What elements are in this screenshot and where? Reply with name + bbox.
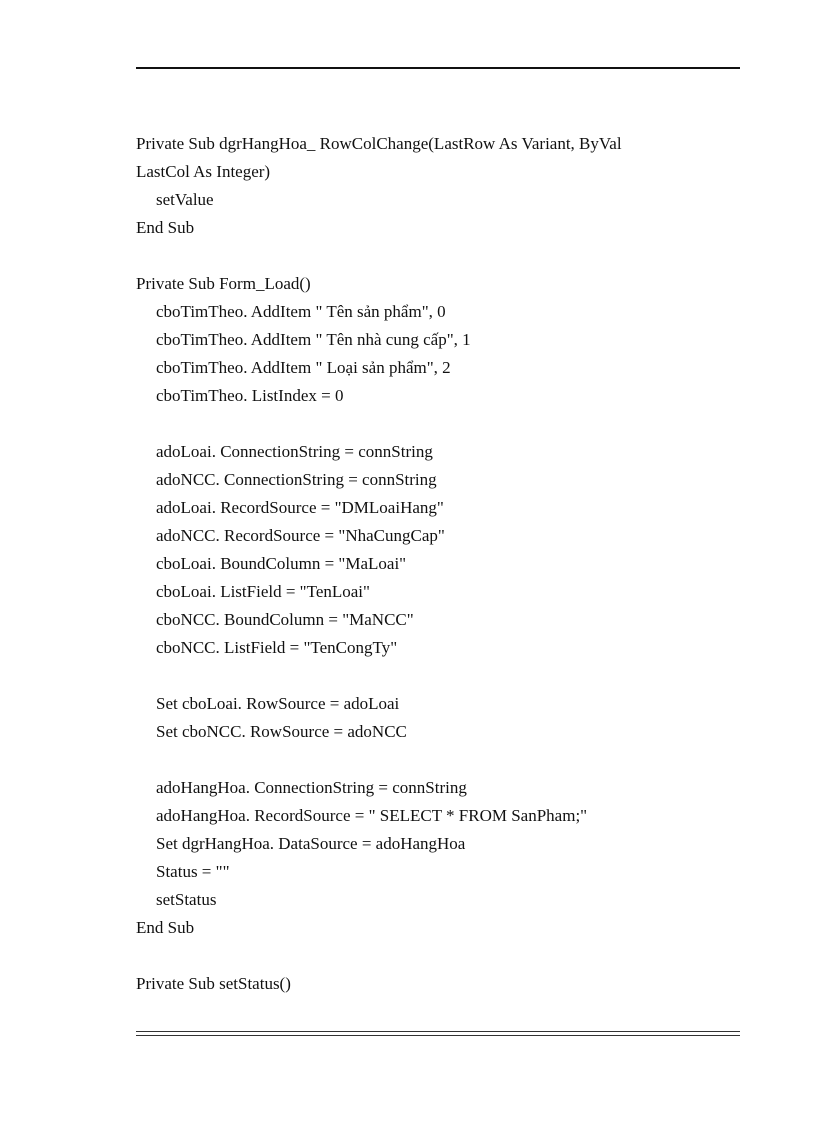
code-line: adoHangHoa. ConnectionString = connString [156, 778, 467, 797]
blank-line [136, 746, 740, 774]
code-line: adoLoai. RecordSource = "DMLoaiHang" [156, 498, 444, 517]
code-line: cboLoai. BoundColumn = "MaLoai" [156, 554, 407, 573]
code-line: End Sub [136, 918, 195, 937]
code-line: adoNCC. RecordSource = "NhaCungCap" [156, 526, 445, 545]
blank-line [136, 662, 740, 690]
header-rule [136, 67, 740, 69]
code-line: adoLoai. ConnectionString = connString [156, 442, 433, 461]
footer-double-rule [136, 1031, 740, 1036]
code-line: Private Sub dgrHangHoa_ RowColChange(LastRow As Variant, ByVal [136, 134, 622, 153]
blank-line [136, 242, 740, 270]
code-line: cboLoai. ListField = "TenLoai" [156, 582, 370, 601]
code-line: Set cboLoai. RowSource = adoLoai [156, 694, 400, 713]
code-line: Status = "" [156, 862, 230, 881]
blank-line [136, 942, 740, 970]
code-line: setStatus [156, 890, 217, 909]
code-line: cboTimTheo. AddItem " Loại sản phẩm", 2 [156, 358, 451, 377]
code-line: setValue [156, 190, 214, 209]
code-line: Private Sub setStatus() [136, 974, 291, 993]
code-line: cboTimTheo. AddItem " Tên sản phẩm", 0 [156, 302, 446, 321]
code-listing [136, 130, 740, 998]
code-line: End Sub [136, 218, 195, 237]
code-line: adoNCC. ConnectionString = connString [156, 470, 437, 489]
code-line: Set cboNCC. RowSource = adoNCC [156, 722, 407, 741]
code-line: cboNCC. BoundColumn = "MaNCC" [156, 610, 414, 629]
code-line: cboTimTheo. AddItem " Tên nhà cung cấp", 1 [156, 330, 471, 349]
blank-line [136, 410, 740, 438]
code-line: Set dgrHangHoa. DataSource = adoHangHoa [156, 834, 466, 853]
code-line: LastCol As Integer) [136, 162, 271, 181]
code-line: cboTimTheo. ListIndex = 0 [156, 386, 344, 405]
code-line: Private Sub Form_Load() [136, 274, 311, 293]
code-line: cboNCC. ListField = "TenCongTy" [156, 638, 398, 657]
code-line: adoHangHoa. RecordSource = " SELECT * FROM SanPham;" [156, 806, 588, 825]
